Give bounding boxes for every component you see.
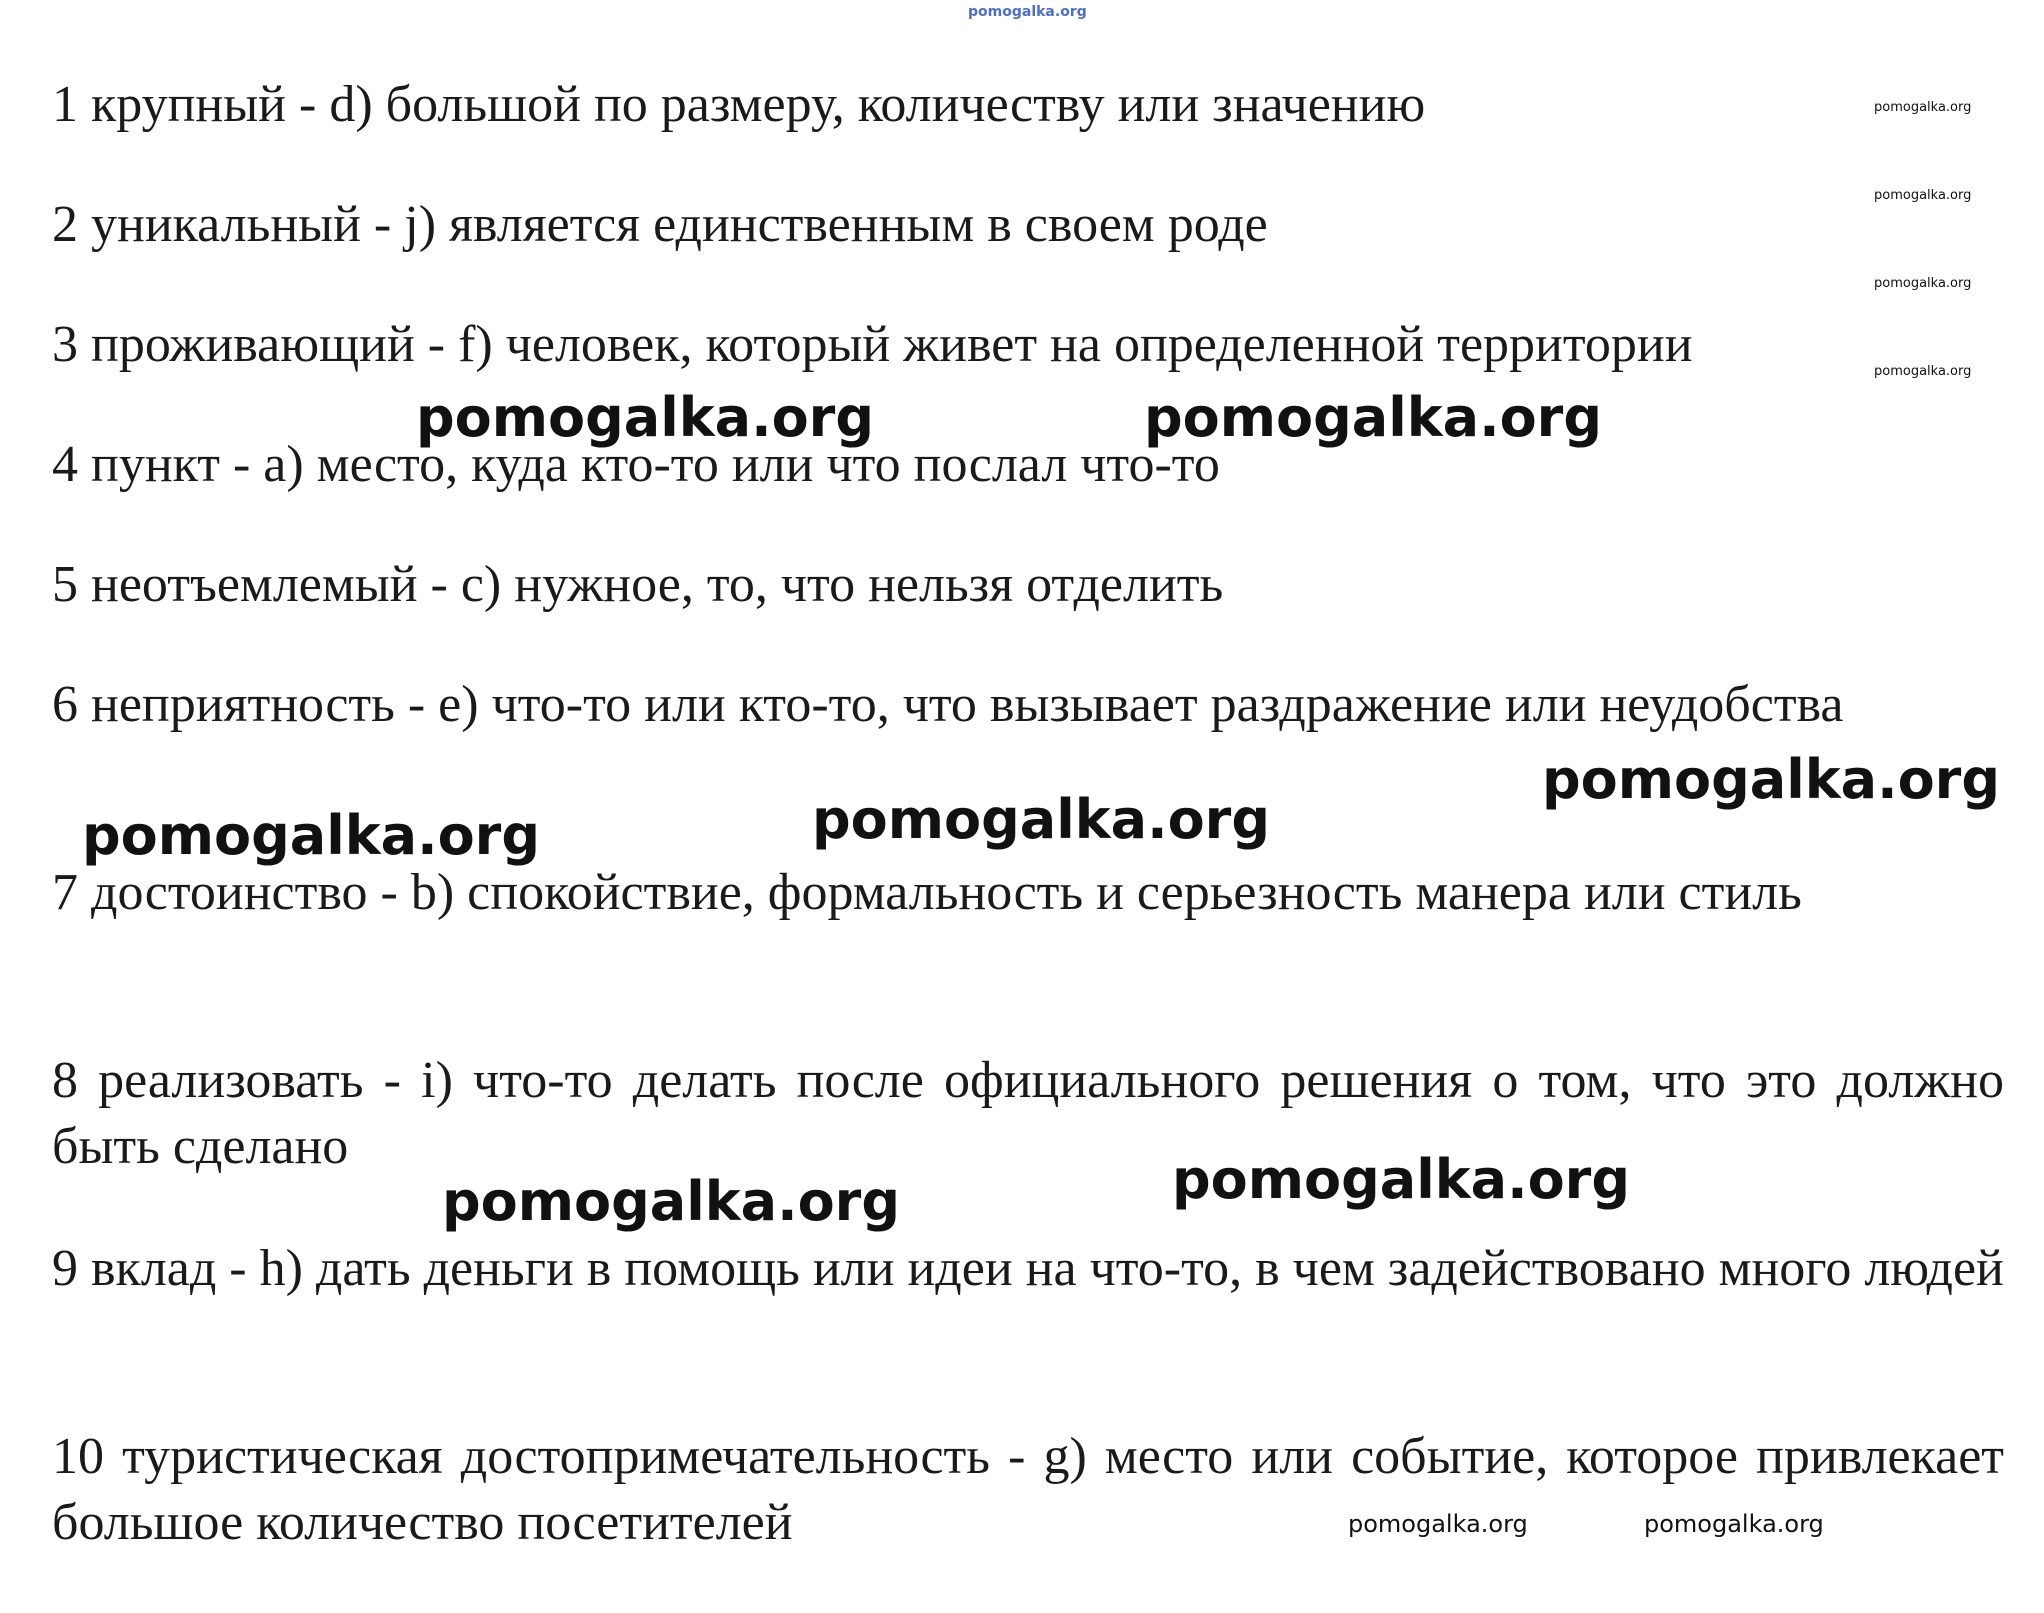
watermark-medium-2: pomogalka.org (1644, 1510, 1824, 1538)
entry-3: 3 проживающий - f) человек, который живет на определенной территории (52, 316, 1693, 373)
watermark-small-1: pomogalka.org (1874, 100, 1972, 115)
watermark-small-4: pomogalka.org (1874, 364, 1972, 379)
entry-9: 9 вклад - h) дать деньги в помощь или идеи на что-то, в чем задействовано много людей (52, 1240, 2004, 1297)
entry-7: 7 достоинство - b) спокойствие, формальность и серьезность манера или стиль (52, 864, 1802, 921)
watermark-large-6: pomogalka.org (1172, 1148, 1630, 1211)
watermark-small-2: pomogalka.org (1874, 188, 1972, 203)
watermark-small-3: pomogalka.org (1874, 276, 1972, 291)
watermark-medium-1: pomogalka.org (1348, 1510, 1528, 1538)
watermark-large-1: pomogalka.org (416, 386, 874, 449)
watermark-large-2: pomogalka.org (1144, 386, 1602, 449)
entry-10: 10 туристическая достопримечательность - g) место или событие, которое привлекает большое количество посетителей (52, 1428, 2004, 1551)
watermark-large-3: pomogalka.org (1542, 748, 2000, 811)
watermark-large-5: pomogalka.org (82, 804, 540, 867)
entry-1: 1 крупный - d) большой по размеру, количеству или значению (52, 76, 1426, 133)
watermark-large-4: pomogalka.org (812, 788, 1270, 851)
entry-4: 4 пункт - a) место, куда кто-то или что послал что-то (52, 436, 1220, 493)
watermark-large-7: pomogalka.org (442, 1170, 900, 1233)
watermark-top: pomogalka.org (968, 4, 1087, 20)
entry-6: 6 неприятность - e) что-то или кто-то, что вызывает раздражение или неудобства (52, 676, 1844, 733)
entry-5: 5 неотъемлемый - c) нужное, то, что нельзя отделить (52, 556, 1224, 613)
entry-2: 2 уникальный - j) является единственным в своем роде (52, 196, 1268, 253)
entry-8: 8 реализовать - i) что-то делать после официального решения о том, что это должно быть сделано (52, 1052, 2004, 1175)
